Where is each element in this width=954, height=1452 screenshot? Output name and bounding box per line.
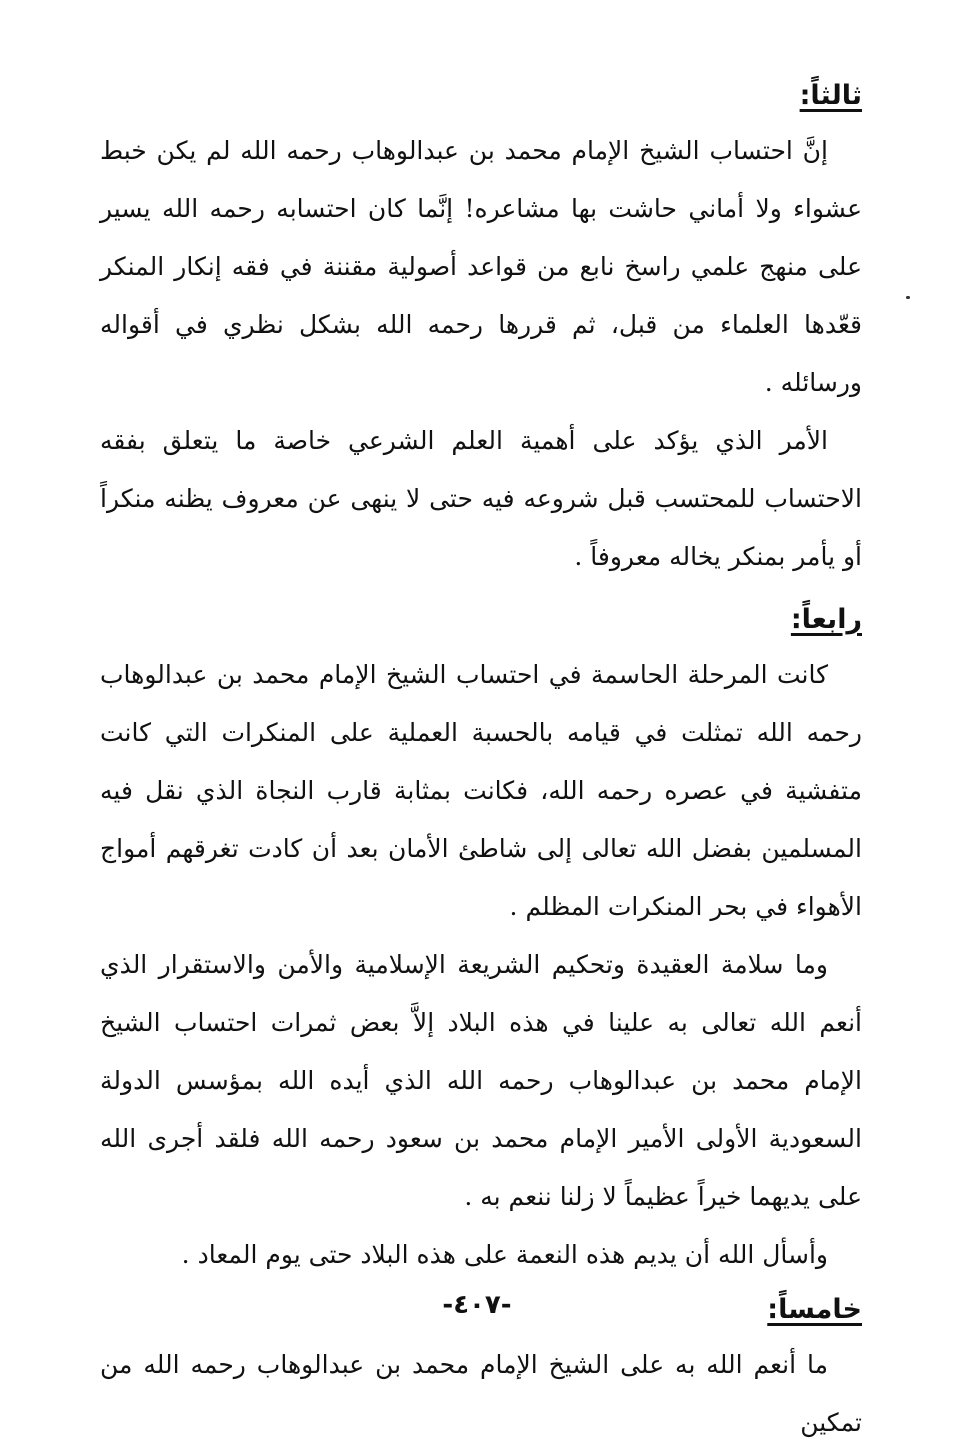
section4-paragraph-3: وأسأل الله أن يديم هذه النعمة على هذه البلاد حتى يوم المعاد . bbox=[181, 1240, 828, 1269]
section-heading-fourth: رابعاً: bbox=[790, 604, 862, 635]
section4-paragraph-2: وما سلامة العقيدة وتحكيم الشريعة الإسلامية والأمن والاستقرار الذي أنعم الله تعالى به علينا في هذه البلاد إلاَّ بعض ثمرات احتساب الشيخ الإمام محمد بن عبدالوهاب رحمه الله الذي أيده الله بمؤسس الدولة السعودية الأولى الأمير الإمام محمد بن سعود رحمه الله فلقد أجرى الله على يديهما خيراً عظيماً لا زلنا ننعم به . bbox=[100, 950, 862, 1211]
section3-paragraph-1: إنَّ احتساب الشيخ الإمام محمد بن عبدالوهاب رحمه الله لم يكن خبط عشواء ولا أماني حاشت بها مشاعره! إنَّما كان احتسابه رحمه الله يسير على منهج علمي راسخ نابع من قواعد أصولية مقننة في فقه إنكار المنكر قعّدها العلماء من قبل، ثم قررها رحمه الله بشكل نظري في أقواله ورسائله . bbox=[100, 136, 862, 397]
section3-paragraph-2: الأمر الذي يؤكد على أهمية العلم الشرعي خاصة ما يتعلق بفقه الاحتساب للمحتسب قبل شروعه فيه حتى لا ينهى عن معروف يظنه منكراً أو يأمر بمنكر يخاله معروفاً . bbox=[100, 426, 862, 571]
section-heading-fifth: خامساً: bbox=[767, 1294, 862, 1325]
section4-paragraph-1: كانت المرحلة الحاسمة في احتساب الشيخ الإمام محمد بن عبدالوهاب رحمه الله تمثلت في قيامه بالحسبة العملية على المنكرات التي كانت متفشية في عصره رحمه الله، فكانت بمثابة قارب النجاة الذي نقل فيه المسلمين بفضل الله تعالى إلى شاطئ الأمان بعد أن كادت تغرقهم أمواج الأهواء في بحر المنكرات المظلم . bbox=[100, 660, 862, 921]
section5-paragraph-1: ما أنعم الله به على الشيخ الإمام محمد بن عبدالوهاب رحمه الله من تمكين bbox=[100, 1350, 862, 1437]
section-heading-third: ثالثاً: bbox=[799, 80, 862, 111]
page-number: -٤٠٧- bbox=[442, 1290, 512, 1320]
scan-speck bbox=[906, 296, 910, 299]
document-body bbox=[100, 70, 862, 1452]
